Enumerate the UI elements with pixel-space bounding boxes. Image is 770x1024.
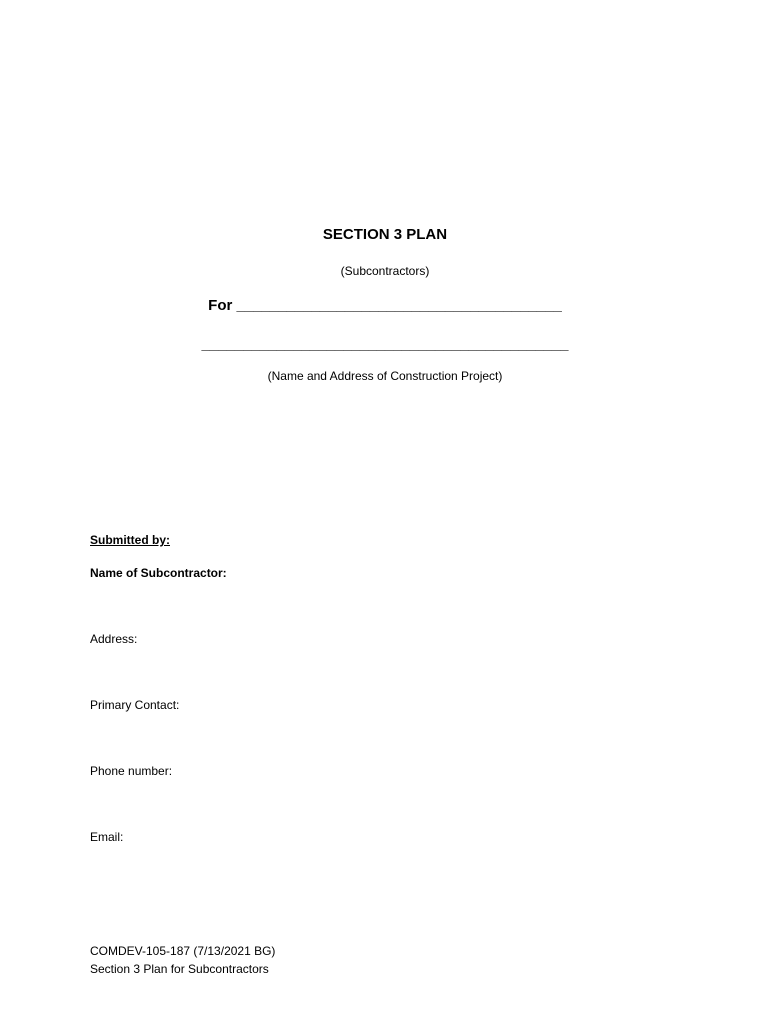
project-for-line: For _______________________________________ xyxy=(208,297,562,314)
email-label: Email: xyxy=(90,830,124,844)
page-title: SECTION 3 PLAN xyxy=(322,226,448,243)
subcontractor-name-label: Name of Subcontractor: xyxy=(90,566,227,580)
phone-number-label: Phone number: xyxy=(90,764,173,778)
submitted-by-label: Submitted by: xyxy=(90,533,170,547)
primary-contact-label: Primary Contact: xyxy=(90,698,180,712)
footer-form-code: COMDEV-105-187 (7/13/2021 BG) xyxy=(90,944,276,958)
page-subtitle: (Subcontractors) xyxy=(340,264,430,278)
footer-form-title: Section 3 Plan for Subcontractors xyxy=(90,962,269,976)
project-blank-line: ____________________________________________ xyxy=(201,336,569,353)
project-caption: (Name and Address of Construction Project) xyxy=(267,369,503,383)
address-label: Address: xyxy=(90,632,138,646)
